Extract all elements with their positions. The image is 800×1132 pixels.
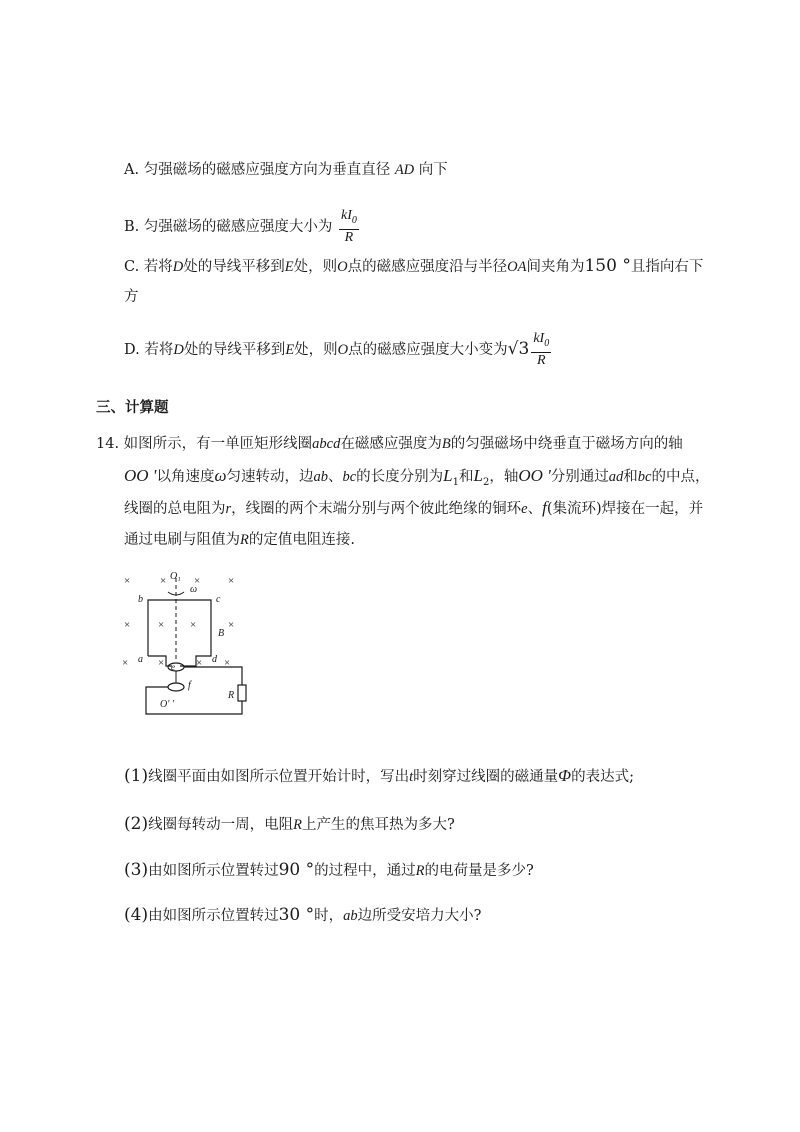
option-text: 若将: [143, 259, 173, 275]
cross-mark: ×: [228, 575, 235, 587]
label-B: B: [218, 628, 225, 639]
circuit-wire-top: [184, 667, 242, 685]
option-a: [124, 160, 448, 180]
question-2: [124, 814, 455, 835]
question-text: 线圈平面由如图所示位置开始计时，写出: [148, 769, 410, 785]
math-var: AD: [394, 162, 415, 178]
problem-text: 和: [459, 469, 474, 485]
problem-text: 分别通过: [550, 469, 609, 485]
question-number: (2): [124, 814, 149, 834]
sqrt-value: √3: [507, 339, 530, 359]
question-text: 时刻穿过线圈的磁通量: [413, 769, 559, 785]
problem-text: (集流环): [546, 501, 602, 517]
cross-mark: ×: [190, 619, 197, 631]
math-var: R: [293, 817, 302, 833]
math-var: L: [473, 466, 483, 485]
problem-text: 的中点，: [651, 469, 710, 485]
math-var: ab: [313, 469, 328, 485]
subscript: 1: [452, 476, 459, 488]
cross-mark: ×: [124, 619, 131, 631]
math-var: OO ': [124, 466, 157, 485]
slip-ring-f: [168, 683, 184, 691]
label-e: e: [171, 662, 175, 672]
problem-line-2: [124, 466, 709, 493]
math-var: bc: [342, 469, 357, 485]
option-label: A.: [124, 162, 140, 178]
problem-text: ，轴: [489, 469, 519, 485]
math-var: R: [415, 863, 425, 879]
question-text: 上产生的焦耳热为多大?: [301, 817, 455, 833]
cross-mark: ×: [160, 575, 167, 587]
option-b: [124, 208, 361, 246]
math-var: E: [285, 342, 295, 358]
option-d: [124, 330, 553, 369]
denominator: R: [536, 352, 546, 368]
cross-mark: ×: [228, 619, 235, 631]
option-label: C.: [124, 259, 140, 275]
math-var: O: [337, 342, 349, 358]
cross-mark: ×: [224, 657, 231, 669]
cross-mark: ×: [196, 657, 203, 669]
option-text: 点的磁感应强度大小变为: [348, 342, 508, 358]
question-text: 由如图所示位置转过: [148, 863, 279, 879]
option-text: 向下: [418, 162, 448, 178]
problem-line-3: [124, 498, 703, 519]
option-text: 点的磁感应强度沿与半径: [347, 259, 508, 275]
question-3: [124, 860, 534, 881]
math-var: D: [173, 342, 184, 358]
label-f: f: [188, 680, 191, 691]
fraction: [339, 208, 359, 246]
numerator: kI: [340, 208, 352, 224]
question-number: (1): [124, 766, 149, 786]
option-label: B.: [124, 219, 140, 235]
cross-mark: ×: [158, 619, 165, 631]
math-var: ad: [608, 469, 624, 485]
question-text: 的过程中，通过: [314, 863, 416, 879]
coil-figure: [118, 570, 258, 720]
problem-text: 通过电刷与阻值为: [124, 532, 240, 548]
math-var: OO ': [518, 466, 551, 485]
section-title: 三、计算题: [96, 400, 169, 416]
subscript: 2: [482, 476, 490, 488]
label-d: d: [212, 654, 217, 665]
question-number: (3): [124, 860, 149, 880]
option-text: 匀强磁场的磁感应强度大小为: [143, 219, 333, 235]
problem-text: 在磁感应强度为: [340, 436, 442, 452]
problem-text: 线圈的总电阻为: [124, 501, 226, 517]
label-o2: O' ': [160, 699, 174, 710]
label-R: R: [228, 690, 235, 701]
math-var: abcd: [312, 436, 341, 452]
math-var: L: [443, 466, 453, 485]
cross-mark: ×: [122, 657, 129, 669]
problem-text: 焊接在一起，并: [601, 501, 704, 517]
problem-text: 、: [327, 469, 343, 485]
option-text: 处，则: [294, 342, 338, 358]
problem-text: ，线圈的两个末端分别与两个彼此绝缘的铜环: [231, 501, 522, 517]
math-var: OA: [507, 259, 527, 275]
question-1: [124, 766, 634, 787]
cross-mark: ×: [158, 657, 165, 669]
math-var: D: [172, 259, 184, 275]
option-text: 处，则: [293, 259, 338, 275]
math-var: e: [521, 501, 528, 517]
angle-value: 30 °: [278, 905, 315, 925]
math-var: r: [225, 501, 232, 517]
cross-mark: ×: [124, 575, 131, 587]
option-c: [124, 256, 703, 277]
subscript: 0: [351, 214, 357, 226]
math-var: R: [240, 532, 249, 548]
numerator: kI: [533, 331, 545, 347]
problem-text: 的定值电阻连接.: [248, 532, 355, 548]
problem-line-4: [124, 530, 355, 550]
option-text: 且指向右下: [630, 259, 704, 275]
option-c-cont: 方: [124, 289, 139, 305]
question-4: [124, 905, 481, 926]
problem-number: 14.: [96, 436, 120, 452]
question-text: 的电荷量是多少?: [424, 863, 534, 879]
label-o1: O₁: [170, 571, 181, 582]
math-var: ab: [343, 908, 358, 924]
problem-line-1: [96, 434, 683, 454]
option-label: D.: [124, 342, 140, 358]
denominator: R: [344, 229, 354, 245]
subscript: 0: [544, 337, 550, 349]
option-text: 若将: [144, 342, 174, 358]
label-a: a: [138, 654, 143, 665]
math-var: B: [441, 436, 451, 452]
option-text: 间夹角为: [526, 259, 585, 275]
question-number: (4): [124, 905, 149, 925]
math-var: E: [284, 259, 294, 275]
problem-text: 如图所示，有一单匝矩形线圈: [123, 436, 313, 452]
math-var: O: [337, 259, 348, 275]
label-b: b: [138, 594, 143, 605]
question-text: 由如图所示位置转过: [148, 908, 279, 924]
question-text: 的表达式;: [571, 769, 634, 785]
resistor: [238, 685, 246, 701]
cross-mark: ×: [194, 575, 201, 587]
problem-text: 以角速度: [156, 469, 215, 485]
angle-value: 150 °: [584, 256, 631, 276]
question-text: 线圈每转动一周，电阻: [148, 817, 294, 833]
angle-value: 90 °: [278, 860, 315, 880]
problem-text: 、: [527, 501, 543, 517]
label-omega: ω: [190, 584, 198, 595]
question-text: 边所受安培力大小?: [357, 908, 482, 924]
math-var: Φ: [558, 766, 572, 785]
option-text: 处的导线平移到: [183, 342, 286, 358]
math-var: bc: [637, 469, 652, 485]
label-c: c: [216, 594, 221, 605]
math-var: ω: [214, 466, 227, 485]
problem-text: 和: [623, 469, 638, 485]
math-var: f: [542, 498, 547, 517]
option-text: 处的导线平移到: [183, 259, 285, 275]
problem-text: 匀速转动，边: [226, 469, 314, 485]
problem-text: 的长度分别为: [356, 469, 444, 485]
fraction: [531, 331, 551, 369]
option-text: 匀强磁场的磁感应强度方向为垂直直径: [143, 162, 391, 178]
math-var: t: [409, 769, 414, 785]
problem-text: 的匀强磁场中绕垂直于磁场方向的轴: [450, 436, 683, 452]
question-text: 时，: [314, 908, 344, 924]
